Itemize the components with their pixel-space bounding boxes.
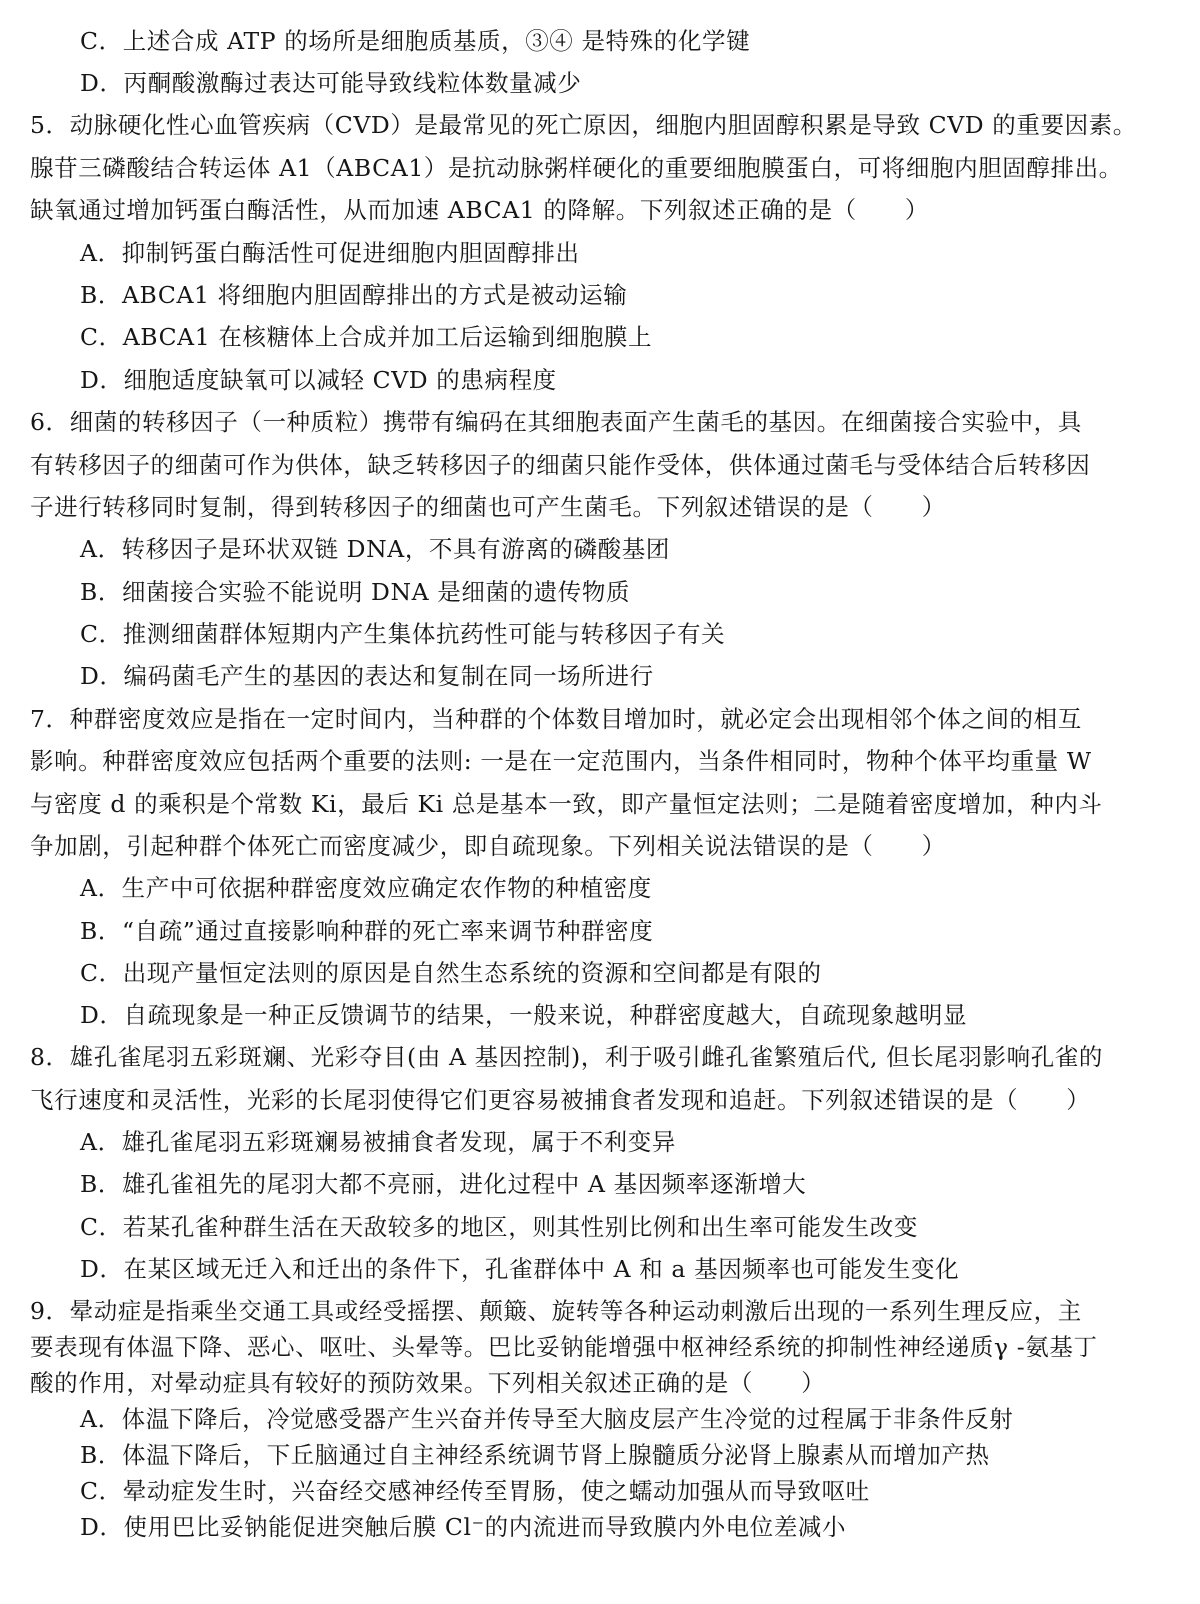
q6-option-b [80,577,630,607]
q9-option-b [80,1440,990,1470]
option-letter: C． [80,959,123,987]
q5-option-b [80,280,627,310]
option-letter: C． [80,27,123,55]
option-text: “自疏”通过直接影响种群的死亡率来调节种群密度 [121,917,654,945]
option-text: 编码菌毛产生的基因的表达和复制在同一场所进行 [123,662,654,690]
option-letter: D． [80,1001,124,1029]
q5-option-c [80,322,652,352]
q7-option-b [80,916,653,946]
q6-stem-line-3: 子进行转移同时复制，得到转移因子的细菌也可产生菌毛。下列叙述错误的是（ ） [30,493,946,521]
option-text: 推测细菌群体短期内产生集体抗药性可能与转移因子有关 [122,620,726,648]
option-text: 抑制钙蛋白酶活性可促进细胞内胆固醇排出 [121,239,580,267]
option-letter: A． [80,1405,122,1433]
q6-option-d [80,661,654,691]
option-text: 若某孔雀种群生活在天敌较多的地区，则其性别比例和出生率可能发生改变 [122,1213,918,1241]
option-letter: D． [80,366,124,394]
option-letter: B． [80,281,122,309]
option-text: 细胞适度缺氧可以减轻 CVD 的患病程度 [123,366,557,394]
q9-stem-line-2: 要表现有体温下降、恶心、呕吐、头晕等。巴比妥钠能增强中枢神经系统的抑制性神经递质γ -氨基丁 [30,1333,1098,1361]
option-letter: D． [80,1513,124,1541]
q7-option-a [80,873,652,903]
option-letter: A． [80,1128,122,1156]
option-text: 在某区域无迁入和迁出的条件下，孔雀群体中 A 和 a 基因频率也可能发生变化 [123,1255,960,1283]
option-letter: D． [80,1255,124,1283]
option-letter: A． [80,239,122,267]
q4-option-c [80,26,750,56]
q6-stem-line-1: 6．细菌的转移因子（一种质粒）携带有编码在其细胞表面产生菌毛的基因。在细菌接合实验中，具 [30,408,1082,436]
q8-stem-line-2: 飞行速度和灵活性，光彩的长尾羽使得它们更容易被捕食者发现和追赶。下列叙述错误的是（ ） [30,1086,1091,1114]
q5-option-d [80,365,557,395]
option-text: 细菌接合实验不能说明 DNA 是细菌的遗传物质 [121,578,631,606]
q5-stem-line-1: 5．动脉硬化性心血管疾病（CVD）是最常见的死亡原因，细胞内胆固醇积累是导致 CVD 的重要因素。 [30,111,1137,139]
q7-option-c [80,958,822,988]
option-letter: A． [80,535,122,563]
q5-option-a [80,238,580,268]
option-text: 晕动症发生时，兴奋经交感神经传至胃肠，使之蠕动加强从而导致呕吐 [122,1477,870,1505]
option-letter: D． [80,69,124,97]
q7-stem-line-4: 争加剧，引起种群个体死亡而密度减少，即自疏现象。下列相关说法错误的是（ ） [30,832,946,860]
q9-option-a [80,1404,1013,1434]
option-letter: D． [80,662,124,690]
option-letter: B． [80,917,122,945]
option-letter: A． [80,874,122,902]
q9-stem-line-3: 酸的作用，对晕动症具有较好的预防效果。下列相关叙述正确的是（ ） [30,1369,826,1397]
option-letter: C． [80,620,123,648]
option-text: ABCA1 将细胞内胆固醇排出的方式是被动运输 [121,281,628,309]
q5-stem-line-3: 缺氧通过增加钙蛋白酶活性，从而加速 ABCA1 的降解。下列叙述正确的是（ ） [30,196,930,224]
option-text: 体温下降后，下丘脑通过自主神经系统调节肾上腺髓质分泌肾上腺素从而增加产热 [121,1441,990,1469]
q9-option-c [80,1476,870,1506]
q7-stem-line-3: 与密度 d 的乘积是个常数 Ki，最后 Ki 总是基本一致，即产量恒定法则；二是随着密度增加，种内斗 [30,790,1103,818]
option-letter: B． [80,1170,122,1198]
option-text: 出现产量恒定法则的原因是自然生态系统的资源和空间都是有限的 [122,959,822,987]
option-text: 雄孔雀祖先的尾羽大都不亮丽，进化过程中 A 基因频率逐渐增大 [121,1170,807,1198]
option-text: 自疏现象是一种正反馈调节的结果，一般来说，种群密度越大，自疏现象越明显 [123,1001,968,1029]
q6-option-c [80,619,725,649]
option-text: 使用巴比妥钠能促进突触后膜 Cl⁻的内流进而导致膜内外电位差减小 [123,1513,847,1541]
option-text: 丙酮酸激酶过表达可能导致线粒体数量减少 [123,69,582,97]
option-letter: C． [80,1213,123,1241]
q9-option-d [80,1512,846,1542]
q8-option-a [80,1127,676,1157]
option-text: 体温下降后，冷觉感受器产生兴奋并传导至大脑皮层产生冷觉的过程属于非条件反射 [121,1405,1014,1433]
q9-stem-line-1: 9．晕动症是指乘坐交通工具或经受摇摆、颠簸、旋转等各种运动刺激后出现的一系列生理反应，主 [30,1297,1082,1325]
option-text: ABCA1 在核糖体上合成并加工后运输到细胞膜上 [122,323,653,351]
option-letter: C． [80,1477,123,1505]
q7-option-d [80,1000,967,1030]
option-letter: B． [80,1441,122,1469]
option-text: 转移因子是环状双链 DNA，不具有游离的磷酸基团 [121,535,670,563]
option-text: 雄孔雀尾羽五彩斑斓易被捕食者发现，属于不利变异 [121,1128,676,1156]
q8-option-b [80,1169,806,1199]
q4-option-d [80,68,581,98]
option-letter: B． [80,578,122,606]
q7-stem-line-1: 7．种群密度效应是指在一定时间内，当种群的个体数目增加时，就必定会出现相邻个体之间的相互 [30,705,1082,733]
q5-stem-line-2: 腺苷三磷酸结合转运体 A1（ABCA1）是抗动脉粥样硬化的重要细胞膜蛋白，可将细胞内胆固醇排出。 [30,154,1123,182]
q8-stem-line-1: 8．雄孔雀尾羽五彩斑斓、光彩夺目(由 A 基因控制)，利于吸引雌孔雀繁殖后代, 但长尾羽影响孔雀的 [30,1043,1104,1071]
option-text: 生产中可依据种群密度效应确定农作物的种植密度 [121,874,652,902]
option-letter: C． [80,323,123,351]
q8-option-d [80,1254,959,1284]
option-text: 上述合成 ATP 的场所是细胞质基质，③④ 是特殊的化学键 [122,27,751,55]
q7-stem-line-2: 影响。种群密度效应包括两个重要的法则: 一是在一定范围内，当条件相同时，物种个体平均重量 W [30,747,1092,775]
q6-option-a [80,534,670,564]
q8-option-c [80,1212,918,1242]
q6-stem-line-2: 有转移因子的细菌可作为供体，缺乏转移因子的细菌只能作受体，供体通过菌毛与受体结合后转移因 [30,451,1091,479]
